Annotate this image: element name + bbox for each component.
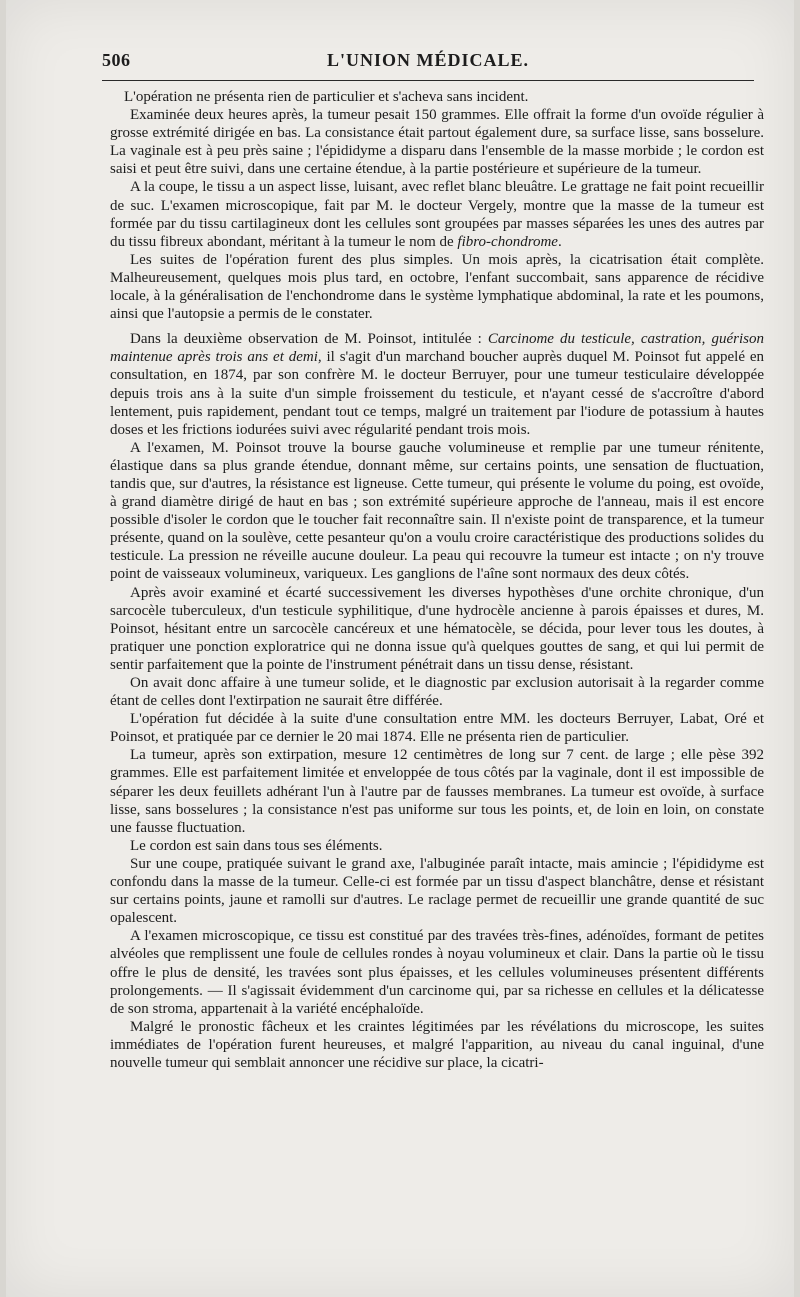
- paragraph-text: .: [557, 233, 562, 250]
- journal-title: L'UNION MÉDICALE.: [326, 50, 530, 70]
- paragraph-tumor-exam: [110, 106, 764, 178]
- paragraph-cord: [110, 837, 764, 855]
- document-page: [6, 0, 794, 1297]
- article-body: [110, 88, 764, 1288]
- paragraph-text: On avait donc affaire à une tumeur solide, et le diagnostic par exclusion autorisait à la regarder comme étant de celles dont l'extirpation ne saurait être différée.: [110, 675, 764, 710]
- paragraph-examination: [110, 439, 764, 584]
- paragraph-tumor-measurements: [110, 746, 764, 836]
- paragraph-text: Sur une coupe, pratiquée suivant le grand axe, l'albuginée paraît intacte, mais amincie ; l'épididyme est confondu dans la masse de la tumeur. Celle-ci est formée par un tissu d'aspect blanchâtre, dense et résistant sur certains points, jaune et ramolli sur d'autres. Le raclage permet de recueillir une grande quantité de suc opalescent.: [110, 855, 764, 927]
- paragraph-text: Après avoir examiné et écarté successivement les diverses hypothèses d'une orchite chronique, d'un sarcocèle tuberculeux, d'un testicule syphilitique, d'une hydrocèle ancienne à parois épaisses et dures, M. Poinsot, hésitant entre un sarcocèle cancéreux et une hématocèle, se décida, pour lever tous les doutes, à pratiquer une ponction exploratrice qui ne donna issue qu'à quelques gouttes de sang, et qui lui permit de sentir parfaitement que la pointe de l'instrument pénétrait dans un tissu dense, résistant.: [110, 584, 764, 673]
- page-number: 506: [102, 50, 131, 70]
- paragraph-text: Le cordon est sain dans tous ses éléments.: [130, 837, 383, 854]
- paragraph-operation-note: [110, 88, 764, 106]
- paragraph-text: Malgré le pronostic fâcheux et les craintes légitimées par les révélations du microscope, les suites immédiates de l'opération furent heureuses, et malgré l'apparition, au niveau du canal inguinal, d'une nouvelle tumeur qui semblait annoncer une récidive sur place, la cicatri-: [110, 1018, 764, 1071]
- paragraph-text: A l'examen microscopique, ce tissu est constitué par des travées très-fines, adénoïdes, formant de petites alvéoles que remplissent une foule de cellules rondes à noyau volumineux et clair. Dans la partie où le tissu offre le plus de densité, les travées sont plus épaisses, et les cellules volumineuses présentent différents prolongements. — Il s'agissait évidemment d'un carcinome qui, par sa richesse en cellules et la délicatesse de son stroma, appartenait à la variété encéphaloïde.: [110, 928, 764, 1017]
- paragraph-text: A la coupe, le tissu a un aspect lisse, luisant, avec reflet blanc bleuâtre. Le grattage ne fait point recueillir de suc. L'examen microscopique, fait par M. le docteur Vergely, montre que la masse de la tumeur est formée par du tissu cartilagineux dont les cellules sont groupées par masses séparées les unes des autres par du tissu fibreux abondant, méritant à la tumeur le nom de: [110, 179, 764, 250]
- italic-term: fibro-chondrome: [457, 233, 558, 250]
- italic-title: Carcinome du testicule, castration, guérison maintenue après trois ans et demi,: [110, 331, 764, 366]
- paragraph-section-cut: [110, 855, 764, 927]
- paragraph-diagnosis: [110, 584, 764, 674]
- paragraph-text: Examinée deux heures après, la tumeur pesait 150 grammes. Elle offrait la forme d'un ovoïde régulier à grosse extrémité dirigée en bas. La consistance était partout également dure, sa surface lisse, sans bosselure. La vaginale est à peu près saine ; l'épididyme a disparu dans l'ensemble de la masse morbide ; le cordon est saisi et peut être suivi, dans une certaine étendue, à la partie postérieure et supérieure de la tumeur.: [110, 107, 764, 178]
- paragraph-text: La tumeur, après son extirpation, mesure 12 centimètres de long sur 7 cent. de large ; elle pèse 392 grammes. Elle est parfaitement limitée et enveloppée de tous côtés par la vaginale, dont il est impossible de séparer les deux feuillets adhérant l'un à l'autre par de fausses membranes. La tumeur est ovoïde, à surface lisse, sans bosselures ; la consistance n'est pas uniforme sur tous les points, et, de loin en loin, on constate une fausse fluctuation.: [110, 747, 764, 836]
- paragraph-text: L'opération fut décidée à la suite d'une consultation entre MM. les docteurs Berruyer, Labat, Oré et Poinsot, et pratiquée par ce dernier le 20 mai 1874. Elle ne présenta rien de particulier.: [110, 711, 764, 746]
- paragraph-second-observation: [110, 330, 764, 439]
- paragraph-text: il s'agit d'un marchand boucher auprès duquel M. Poinsot fut appelé en consultation, en 1874, par son confrère M. le docteur Berruyer, pour une tumeur testiculaire développée depuis trois ans à la suite d'un simple froissement du testicule, et n'ayant cessé de s'accroître d'abord lentement, puis rapidement, pendant tout ce temps, malgré un traitement par l'iodure de potassium à hautes doses et les frictions iodurées suivi avec régularité pendant trois mois.: [110, 349, 764, 438]
- paragraph-operation-decision: [110, 710, 764, 746]
- paragraph-microscopy: [110, 927, 764, 1017]
- paragraph-text: A l'examen, M. Poinsot trouve la bourse gauche volumineuse et remplie par une tumeur rénitente, élastique dans sa plus grande étendue, donnant même, sur certains points, une sensation de fluctuation, tandis que, sur d'autres, la résistance est ligneuse. Cette tumeur, qui présente le volume du poing, est ovoïde, à grand diamètre dirigé de haut en bas ; son extrémité supérieure approche de l'anneau, mais il est encore possible d'isoler le cordon que le toucher fait reconnaître sain. Il n'existe point de transparence, et la tumeur présente, quand on la soulève, cette pesanteur qu'on a voulu croire caractéristique des productions solides du testicule. La pression ne réveille aucune douleur. La peau qui recouvre la tumeur est intacte ; on n'y trouve point de vaisseaux volumineux, variqueux. Les ganglions de l'aîne sont normaux des deux côtés.: [110, 439, 764, 583]
- paragraph-text: Les suites de l'opération furent des plus simples. Un mois après, la cicatrisation était complète. Malheureusement, quelques mois plus tard, en octobre, l'enfant succombait, sans apparence de récidive locale, à la généralisation de l'enchondrome dans le système lymphatique abdominal, la rate et les poumons, ainsi que l'autopsie a permis de le constater.: [110, 251, 764, 323]
- paragraph-prognosis: [110, 1018, 764, 1072]
- paragraph-outcome: [110, 251, 764, 323]
- header-rule: [102, 80, 754, 81]
- paragraph-text: Dans la deuxième observation de M. Poinsot, intitulée :: [130, 331, 488, 348]
- paragraph-cut-section: [110, 178, 764, 250]
- page-header: [102, 44, 754, 74]
- paragraph-text: L'opération ne présenta rien de particulier et s'acheva sans incident.: [124, 89, 529, 105]
- paragraph-solid-tumor: [110, 674, 764, 710]
